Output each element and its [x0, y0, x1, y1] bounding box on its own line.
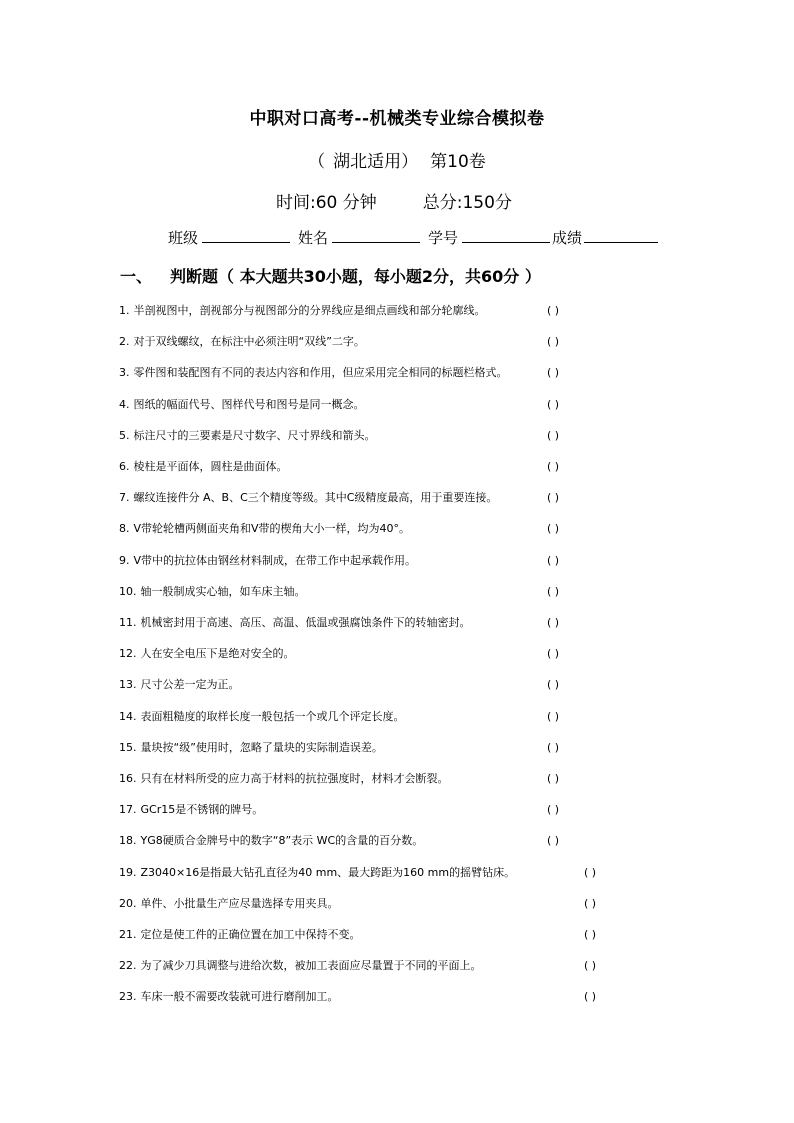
question-text: 图纸的幅面代号、图样代号和图号是同一概念。 — [133, 398, 365, 411]
student-info-row — [168, 227, 658, 248]
question-number: 13. — [119, 678, 137, 691]
question-text: 螺纹连接件分 A、B、C三个精度等级。其中C级精度最高，用于重要连接。 — [133, 491, 498, 504]
question-number: 8. — [119, 522, 130, 535]
subtitle-open-paren: （ — [308, 152, 326, 172]
answer-parentheses[interactable]: ( ) — [547, 429, 560, 442]
question-item — [119, 585, 306, 599]
question-number: 1. — [119, 304, 130, 317]
answer-parentheses[interactable]: ( ) — [547, 741, 560, 754]
exam-time: 时间:60 分钟 — [276, 193, 377, 213]
answer-parentheses[interactable]: ( ) — [584, 990, 597, 1003]
question-text: 轴一般制成实心轴，如车床主轴。 — [140, 585, 306, 598]
question-number: 3. — [119, 366, 130, 379]
question-text: Z3040×16是指最大钻孔直径为40 mm、最大跨距为160 mm的摇臂钻床。 — [140, 866, 516, 879]
question-item — [119, 990, 339, 1004]
question-item — [119, 678, 240, 692]
question-number: 4. — [119, 398, 130, 411]
question-item — [119, 398, 365, 412]
answer-parentheses[interactable]: ( ) — [547, 772, 560, 785]
question-item — [119, 741, 383, 755]
class-label: 班级 — [168, 229, 199, 247]
question-item — [119, 834, 423, 848]
question-number: 11. — [119, 616, 137, 629]
section-heading — [120, 264, 541, 287]
question-item — [119, 522, 410, 536]
name-blank[interactable] — [332, 228, 420, 243]
question-item — [119, 554, 416, 568]
question-text: 只有在材料所受的应力高于材料的抗拉强度时，材料才会断裂。 — [140, 772, 449, 785]
question-item — [119, 491, 497, 505]
question-item — [119, 304, 486, 318]
answer-parentheses[interactable]: ( ) — [547, 678, 560, 691]
answer-parentheses[interactable]: ( ) — [584, 928, 597, 941]
answer-parentheses[interactable]: ( ) — [547, 522, 560, 535]
question-item — [119, 647, 295, 661]
question-text: 标注尺寸的三要素是尺寸数字、尺寸界线和箭头。 — [133, 429, 376, 442]
question-number: 9. — [119, 554, 130, 567]
question-item — [119, 803, 263, 817]
question-text: GCr15是不锈钢的牌号。 — [140, 803, 264, 816]
question-text: 表面粗糙度的取样长度一般包括一个或几个评定长度。 — [140, 710, 405, 723]
question-number: 18. — [119, 834, 137, 847]
answer-parentheses[interactable]: ( ) — [547, 616, 560, 629]
question-text: 对于双线螺纹，在标注中必须注明“双线”二字。 — [133, 335, 365, 348]
question-number: 21. — [119, 928, 137, 941]
question-text: 人在安全电压下是绝对安全的。 — [140, 647, 295, 660]
question-number: 22. — [119, 959, 137, 972]
question-text: 量块按“级”使用时，忽略了量块的实际制造误差。 — [140, 741, 383, 754]
question-item — [119, 616, 471, 630]
question-number: 16. — [119, 772, 137, 785]
answer-parentheses[interactable]: ( ) — [547, 335, 560, 348]
question-text: 定位是使工件的正确位置在加工中保持不变。 — [140, 928, 361, 941]
question-number: 17. — [119, 803, 137, 816]
question-text: V带轮轮槽两侧面夹角和V带的楔角大小一样，均为40°。 — [133, 522, 411, 535]
question-text: 机械密封用于高速、高压、高温、低温或强腐蚀条件下的转轴密封。 — [140, 616, 471, 629]
answer-parentheses[interactable]: ( ) — [547, 398, 560, 411]
answer-parentheses[interactable]: ( ) — [547, 554, 560, 567]
id-blank[interactable] — [462, 228, 550, 243]
question-item — [119, 366, 508, 380]
question-item — [119, 772, 449, 786]
answer-parentheses[interactable]: ( ) — [584, 959, 597, 972]
question-number: 10. — [119, 585, 137, 598]
score-label: 成绩 — [552, 229, 583, 247]
question-number: 14. — [119, 710, 137, 723]
question-item — [119, 866, 515, 880]
question-item — [119, 897, 339, 911]
answer-parentheses[interactable]: ( ) — [547, 491, 560, 504]
question-item — [119, 429, 376, 443]
question-item — [119, 710, 405, 724]
question-text: 单件、小批量生产应尽量选择专用夹具。 — [140, 897, 339, 910]
answer-parentheses[interactable]: ( ) — [584, 897, 597, 910]
question-text: 为了减少刀具调整与进给次数，被加工表面应尽量置于不同的平面上。 — [140, 959, 482, 972]
question-number: 6. — [119, 460, 130, 473]
question-item — [119, 959, 482, 973]
exam-total-score: 总分:150分 — [422, 193, 512, 213]
answer-parentheses[interactable]: ( ) — [547, 834, 560, 847]
subtitle-volume: 第10卷 — [430, 152, 486, 172]
class-blank[interactable] — [202, 228, 290, 243]
exam-title: 中职对口高考--机械类专业综合模拟卷 — [249, 109, 545, 129]
question-number: 12. — [119, 647, 137, 660]
answer-parentheses[interactable]: ( ) — [547, 460, 560, 473]
question-item — [119, 928, 361, 942]
question-text: YG8硬质合金牌号中的数字“8”表示 WC的含量的百分数。 — [140, 834, 424, 847]
question-number: 20. — [119, 897, 137, 910]
question-number: 19. — [119, 866, 137, 879]
score-blank[interactable] — [584, 228, 658, 243]
question-text: 半剖视图中，剖视部分与视图部分的分界线应是细点画线和部分轮廓线。 — [133, 304, 486, 317]
subtitle-region: 湖北适用） — [333, 152, 419, 172]
name-label: 姓名 — [298, 229, 329, 247]
answer-parentheses[interactable]: ( ) — [547, 647, 560, 660]
answer-parentheses[interactable]: ( ) — [547, 304, 560, 317]
question-text: 棱柱是平面体，圆柱是曲面体。 — [133, 460, 288, 473]
section-number: 一、 — [120, 267, 153, 286]
answer-parentheses[interactable]: ( ) — [547, 710, 560, 723]
section-title: 判断题（ 本大题共30小题，每小题2分，共60分 ） — [170, 267, 541, 286]
question-number: 7. — [119, 491, 130, 504]
question-number: 2. — [119, 335, 130, 348]
answer-parentheses[interactable]: ( ) — [547, 585, 560, 598]
question-item — [119, 335, 365, 349]
question-text: 车床一般不需要改装就可进行磨削加工。 — [140, 990, 339, 1003]
question-number: 23. — [119, 990, 137, 1003]
answer-parentheses[interactable]: ( ) — [547, 366, 560, 379]
question-number: 15. — [119, 741, 137, 754]
question-item — [119, 460, 288, 474]
question-text: 尺寸公差一定为正。 — [140, 678, 240, 691]
exam-time-score — [276, 188, 512, 213]
answer-parentheses[interactable]: ( ) — [584, 866, 597, 879]
answer-parentheses[interactable]: ( ) — [547, 803, 560, 816]
question-text: V带中的抗拉体由钢丝材料制成，在带工作中起承载作用。 — [133, 554, 417, 567]
id-label: 学号 — [428, 229, 459, 247]
question-text: 零件图和装配图有不同的表达内容和作用，但应采用完全相同的标题栏格式。 — [133, 366, 508, 379]
question-number: 5. — [119, 429, 130, 442]
exam-subtitle — [0, 147, 794, 172]
